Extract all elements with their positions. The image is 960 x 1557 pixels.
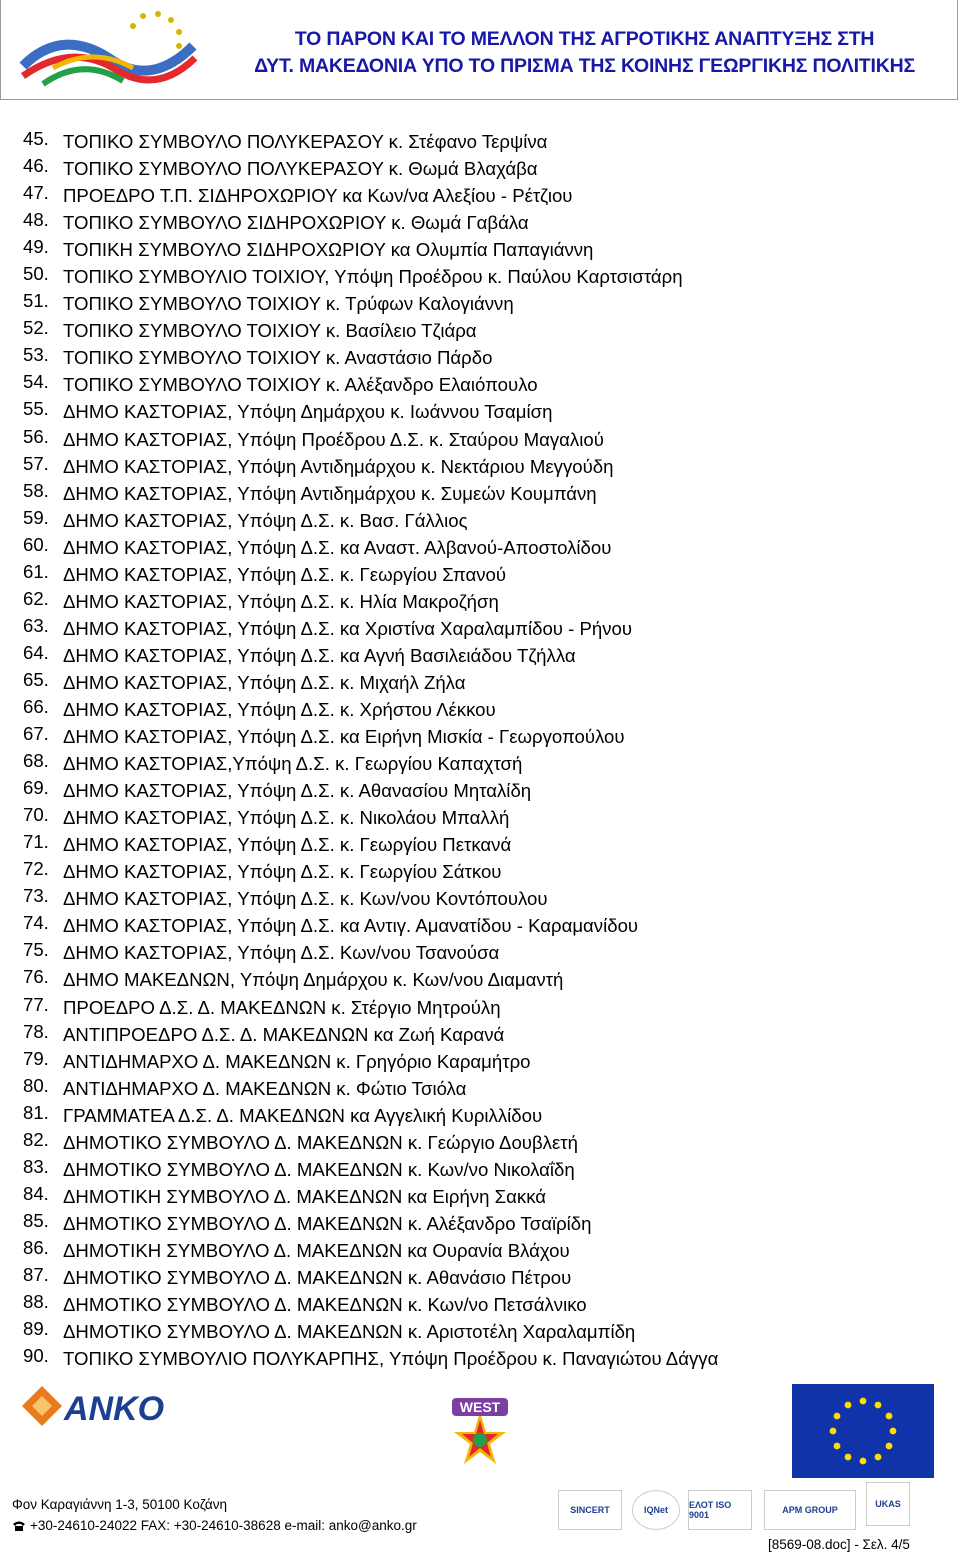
item-text: ΔΗΜΟ ΚΑΣΤΟΡΙΑΣ, Υπόψη Δ.Σ. κ. Χρήστου Λέκκου [63, 698, 496, 720]
item-text: ΠΡΟΕΔΡΟ Δ.Σ. Δ. ΜΑΚΕΔΝΩΝ κ. Στέργιο Μητρούλη [63, 996, 501, 1018]
item-number: 49. [23, 236, 49, 258]
item-text: ΔΗΜΟ ΚΑΣΤΟΡΙΑΣ, Υπόψη Δ.Σ. κ. Ηλία Μακροζήση [63, 590, 499, 612]
list-item [0, 1237, 960, 1264]
list-item [0, 561, 960, 588]
item-text: ΔΗΜΟ ΚΑΣΤΟΡΙΑΣ, Υπόψη Δ.Σ. κ. Αθανασίου Μηταλίδη [63, 780, 532, 802]
item-number: 85. [23, 1209, 49, 1231]
item-text: ΔΗΜΟΤΙΚΟ ΣΥΜΒΟΥΛΟ Δ. ΜΑΚΕΔΝΩΝ κ. Κων/νο Πετσάλνικο [63, 1294, 587, 1316]
eu-star-icon [886, 1413, 893, 1420]
item-text: ΤΟΠΙΚΟ ΣΥΜΒΟΥΛΟ ΠΟΛΥΚΕΡΑΣΟΥ κ. Θωμά Βλαχάβα [63, 158, 538, 180]
list-item [0, 966, 960, 993]
document-title [254, 26, 915, 80]
eu-star-icon [834, 1443, 841, 1450]
item-number: 76. [23, 966, 49, 988]
list-item [0, 669, 960, 696]
item-text: ΤΟΠΙΚΟ ΣΥΜΒΟΥΛΙΟ ΤΟΙΧΙΟΥ, Υπόψη Προέδρου κ. Παύλου Καρτσιστάρη [63, 266, 683, 288]
eu-star-icon [845, 1454, 852, 1461]
eu-star-icon [886, 1443, 893, 1450]
item-number: 88. [23, 1291, 49, 1313]
phone-icon [12, 1520, 26, 1532]
item-text: ΔΗΜΟ ΚΑΣΤΟΡΙΑΣ, Υπόψη Δημάρχου κ. Ιωάννου Τσαμίση [63, 401, 553, 423]
list-item [0, 642, 960, 669]
list-item [0, 994, 960, 1021]
item-text: ΔΗΜΟΤΙΚΟ ΣΥΜΒΟΥΛΟ Δ. ΜΑΚΕΔΝΩΝ κ. Αριστοτέλη Χαραλαμπίδη [63, 1321, 636, 1343]
iqnet-label: IQNet [643, 1505, 668, 1515]
item-text: ΔΗΜΟ ΚΑΣΤΟΡΙΑΣ, Υπόψη Δ.Σ. κ. Βασ. Γάλλιος [63, 509, 468, 531]
ukas-label: UKAS [875, 1499, 901, 1509]
item-text: ΔΗΜΟ ΚΑΣΤΟΡΙΑΣ, Υπόψη Προέδρου Δ.Σ. κ. Σταύρου Μαγαλιού [63, 428, 604, 450]
item-text: ΔΗΜΟ ΚΑΣΤΟΡΙΑΣ, Υπόψη Δ.Σ. κ. Κων/νου Κοντόπουλου [63, 888, 548, 910]
item-number: 86. [23, 1236, 49, 1258]
item-number: 73. [23, 885, 49, 907]
item-number: 67. [23, 723, 49, 745]
item-number: 71. [23, 831, 49, 853]
item-number: 55. [23, 398, 49, 420]
item-number: 84. [23, 1182, 49, 1204]
item-number: 74. [23, 912, 49, 934]
eu-star-icon [860, 1458, 867, 1465]
eu-flag-icon [792, 1384, 934, 1478]
list-item [0, 588, 960, 615]
eu-star-icon [890, 1428, 897, 1435]
list-item [0, 1264, 960, 1291]
item-number: 90. [23, 1345, 49, 1367]
item-text: ΔΗΜΟ ΚΑΣΤΟΡΙΑΣ, Υπόψη Δ.Σ. κα Αντιγ. Αμανατίδου - Καραμανίδου [63, 915, 639, 937]
eu-star-icon [845, 1402, 852, 1409]
footer-contacts [12, 1518, 417, 1533]
list-item [0, 155, 960, 182]
item-text: ΔΗΜΟΤΙΚΗ ΣΥΜΒΟΥΛΟ Δ. ΜΑΚΕΔΝΩΝ κα Ουρανία Βλάχου [63, 1239, 570, 1261]
list-item [0, 858, 960, 885]
item-number: 58. [23, 479, 49, 501]
list-item [0, 939, 960, 966]
list-item [0, 128, 960, 155]
document-header [0, 0, 958, 100]
recipient-list [0, 128, 960, 1372]
list-item [0, 209, 960, 236]
item-number: 69. [23, 777, 49, 799]
item-number: 66. [23, 695, 49, 717]
item-number: 78. [23, 1020, 49, 1042]
item-text: ΔΗΜΟ ΚΑΣΤΟΡΙΑΣ, Υπόψη Δ.Σ. κ. Νικολάου Μπαλλή [63, 807, 510, 829]
item-text: ΤΟΠΙΚΟ ΣΥΜΒΟΥΛΟ ΣΙΔΗΡΟΧΩΡΙΟΥ κ. Θωμά Γαβάλα [63, 212, 529, 234]
anko-logo-text: ANKO [64, 1390, 165, 1428]
list-item [0, 885, 960, 912]
item-text: ΠΡΟΕΔΡΟ Τ.Π. ΣΙΔΗΡΟΧΩΡΙΟΥ κα Κων/να Αλεξίου - Ρέτζιου [63, 185, 573, 207]
item-text: ΔΗΜΟ ΜΑΚΕΔΝΩΝ, Υπόψη Δημάρχου κ. Κων/νου Διαμαντή [63, 969, 564, 991]
item-text: ΓΡΑΜΜΑΤΕΑ Δ.Σ. Δ. ΜΑΚΕΔΝΩΝ κα Αγγελική Κυριλλίδου [63, 1104, 543, 1126]
item-number: 48. [23, 209, 49, 231]
item-number: 61. [23, 560, 49, 582]
item-number: 47. [23, 182, 49, 204]
list-item [0, 480, 960, 507]
item-text: ΔΗΜΟ ΚΑΣΤΟΡΙΑΣ, Υπόψη Δ.Σ. κα Ειρήνη Μισκία - Γεωργοπούλου [63, 726, 625, 748]
item-text: ΔΗΜΟ ΚΑΣΤΟΡΙΑΣ, Υπόψη Δ.Σ. κα Χριστίνα Χαραλαμπίδου - Ρήνου [63, 617, 633, 639]
list-item [0, 371, 960, 398]
list-item [0, 1318, 960, 1345]
list-item [0, 1156, 960, 1183]
west-logo [438, 1392, 522, 1472]
item-number: 53. [23, 344, 49, 366]
item-number: 46. [23, 155, 49, 177]
list-item [0, 263, 960, 290]
item-number: 63. [23, 614, 49, 636]
item-number: 56. [23, 425, 49, 447]
item-number: 54. [23, 371, 49, 393]
item-number: 81. [23, 1101, 49, 1123]
item-text: ΔΗΜΟ ΚΑΣΤΟΡΙΑΣ,Υπόψη Δ.Σ. κ. Γεωργίου Καπαχτσή [63, 753, 523, 775]
item-number: 72. [23, 858, 49, 880]
eu-star-icon [860, 1398, 867, 1405]
list-item [0, 534, 960, 561]
list-item [0, 453, 960, 480]
item-text: ΤΟΠΙΚΗ ΣΥΜΒΟΥΛΟ ΣΙΔΗΡΟΧΩΡΙΟΥ κα Ολυμπία Παπαγιάννη [63, 239, 594, 261]
item-text: ΔΗΜΟΤΙΚΟ ΣΥΜΒΟΥΛΟ Δ. ΜΑΚΕΔΝΩΝ κ. Αθανάσιο Πέτρου [63, 1266, 572, 1288]
list-item [0, 1129, 960, 1156]
item-text: ΑΝΤΙΔΗΜΑΡΧΟ Δ. ΜΑΚΕΔΝΩΝ κ. Φώτιο Τσιόλα [63, 1077, 467, 1099]
item-text: ΤΟΠΙΚΟ ΣΥΜΒΟΥΛΟ ΠΟΛΥΚΕΡΑΣΟΥ κ. Στέφανο Τερψίνα [63, 131, 548, 152]
list-item [0, 236, 960, 263]
item-number: 57. [23, 452, 49, 474]
item-number: 80. [23, 1074, 49, 1096]
item-text: ΔΗΜΟ ΚΑΣΤΟΡΙΑΣ, Υπόψη Δ.Σ. Κων/νου Τσανούσα [63, 942, 500, 964]
sincert-label: SINCERT [570, 1505, 610, 1515]
title-line-2: ΔΥΤ. ΜΑΚΕΔΟΝΙΑ ΥΠΟ ΤΟ ΠΡΙΣΜΑ ΤΗΣ ΚΟΙΝΗΣ ΓΕΩΡΓΙΚΗΣ ΠΟΛΙΤΙΚΗΣ [254, 55, 915, 77]
list-item [0, 831, 960, 858]
apm-label: APM GROUP [782, 1505, 838, 1515]
item-number: 77. [23, 993, 49, 1015]
list-item [0, 723, 960, 750]
star-ribbon-logo-icon [13, 6, 203, 94]
item-text: ΔΗΜΟ ΚΑΣΤΟΡΙΑΣ, Υπόψη Δ.Σ. κ. Γεωργίου Σάτκου [63, 861, 502, 883]
anko-logo [22, 1384, 202, 1428]
item-number: 45. [23, 128, 49, 149]
item-text: ΤΟΠΙΚΟ ΣΥΜΒΟΥΛΟ ΤΟΙΧΙΟΥ κ. Τρύφων Καλογιάννη [63, 293, 514, 315]
item-number: 60. [23, 533, 49, 555]
item-number: 68. [23, 750, 49, 772]
list-item [0, 1183, 960, 1210]
list-item [0, 1048, 960, 1075]
certification-logos [558, 1490, 948, 1534]
west-logo-text: WEST [459, 1399, 501, 1415]
item-number: 82. [23, 1128, 49, 1150]
item-text: ΔΗΜΟ ΚΑΣΤΟΡΙΑΣ, Υπόψη Δ.Σ. κ. Μιχαήλ Ζήλα [63, 671, 466, 693]
list-item [0, 1102, 960, 1129]
ukas-logo [866, 1482, 910, 1526]
item-text: ΔΗΜΟ ΚΑΣΤΟΡΙΑΣ, Υπόψη Αντιδημάρχου κ. Συμεών Κουμπάνη [63, 482, 597, 504]
item-number: 89. [23, 1318, 49, 1340]
item-text: ΑΝΤΙΠΡΟΕΔΡΟ Δ.Σ. Δ. ΜΑΚΕΔΝΩΝ κα Ζωή Καρανά [63, 1023, 505, 1045]
list-item [0, 804, 960, 831]
list-item [0, 344, 960, 371]
eu-star-icon [875, 1454, 882, 1461]
list-item [0, 426, 960, 453]
list-item [0, 615, 960, 642]
sincert-logo [558, 1490, 622, 1530]
list-item [0, 1021, 960, 1048]
eu-star-icon [834, 1413, 841, 1420]
item-text: ΔΗΜΟ ΚΑΣΤΟΡΙΑΣ, Υπόψη Δ.Σ. κ. Γεωργίου Πετκανά [63, 834, 512, 856]
item-number: 51. [23, 290, 49, 312]
list-item [0, 1345, 960, 1372]
item-text: ΔΗΜΟ ΚΑΣΤΟΡΙΑΣ, Υπόψη Δ.Σ. κα Αγνή Βασιλειάδου Τζήλλα [63, 644, 576, 666]
iqnet-logo [632, 1490, 680, 1530]
item-number: 87. [23, 1263, 49, 1285]
list-item [0, 507, 960, 534]
item-number: 65. [23, 668, 49, 690]
item-text: ΔΗΜΟΤΙΚΟ ΣΥΜΒΟΥΛΟ Δ. ΜΑΚΕΔΝΩΝ κ. Γεώργιο Δουβλετή [63, 1131, 578, 1153]
list-item [0, 1075, 960, 1102]
item-number: 52. [23, 317, 49, 339]
eu-star-icon [875, 1402, 882, 1409]
list-item [0, 777, 960, 804]
page-reference: [8569-08.doc] - Σελ. 4/5 [768, 1537, 910, 1552]
item-text: ΤΟΠΙΚΟ ΣΥΜΒΟΥΛΙΟ ΠΟΛΥΚΑΡΠΗΣ, Υπόψη Προέδρου κ. Παναγιώτου Δάγγα [63, 1348, 719, 1370]
list-item [0, 1210, 960, 1237]
item-number: 79. [23, 1047, 49, 1069]
title-line-1: ΤΟ ΠΑΡΟΝ ΚΑΙ ΤΟ ΜΕΛΛΟΝ ΤΗΣ ΑΓΡΟΤΙΚΗΣ ΑΝΑΠΤΥΞΗΣ ΣΤΗ [294, 28, 875, 50]
item-number: 83. [23, 1155, 49, 1177]
footer-address: Φον Καραγιάννη 1-3, 50100 Κοζάνη [12, 1497, 227, 1512]
item-text: ΤΟΠΙΚΟ ΣΥΜΒΟΥΛΟ ΤΟΙΧΙΟΥ κ. Αλέξανδρο Ελαιόπουλο [63, 374, 538, 396]
item-text: ΔΗΜΟΤΙΚΗ ΣΥΜΒΟΥΛΟ Δ. ΜΑΚΕΔΝΩΝ κα Ειρήνη Σακκά [63, 1185, 547, 1207]
item-text: ΑΝΤΙΔΗΜΑΡΧΟ Δ. ΜΑΚΕΔΝΩΝ κ. Γρηγόριο Καραμήτρο [63, 1050, 531, 1072]
item-number: 62. [23, 587, 49, 609]
list-item [0, 750, 960, 777]
item-text: ΔΗΜΟ ΚΑΣΤΟΡΙΑΣ, Υπόψη Δ.Σ. κα Αναστ. Αλβανού-Αποστολίδου [63, 536, 612, 558]
elot-iso-logo [688, 1490, 752, 1530]
item-text: ΤΟΠΙΚΟ ΣΥΜΒΟΥΛΟ ΤΟΙΧΙΟΥ κ. Βασίλειο Τζιάρα [63, 320, 477, 342]
contacts-text: +30-24610-24022 FAX: +30-24610-38628 e-mail: anko@anko.gr [30, 1518, 417, 1533]
list-item [0, 290, 960, 317]
item-text: ΔΗΜΟΤΙΚΟ ΣΥΜΒΟΥΛΟ Δ. ΜΑΚΕΔΝΩΝ κ. Κων/νο Νικολαΐδη [63, 1158, 575, 1180]
list-item [0, 696, 960, 723]
item-text: ΔΗΜΟ ΚΑΣΤΟΡΙΑΣ, Υπόψη Αντιδημάρχου κ. Νεκτάριου Μεγγούδη [63, 455, 614, 477]
list-item [0, 182, 960, 209]
item-number: 64. [23, 641, 49, 663]
list-item [0, 1291, 960, 1318]
item-text: ΔΗΜΟΤΙΚΟ ΣΥΜΒΟΥΛΟ Δ. ΜΑΚΕΔΝΩΝ κ. Αλέξανδρο Τσαϊρίδη [63, 1212, 592, 1234]
item-text: ΔΗΜΟ ΚΑΣΤΟΡΙΑΣ, Υπόψη Δ.Σ. κ. Γεωργίου Σπανού [63, 563, 507, 585]
item-number: 59. [23, 506, 49, 528]
list-item [0, 317, 960, 344]
elot-label: ΕΛΟΤ ISO 9001 [689, 1500, 732, 1520]
item-number: 75. [23, 939, 49, 961]
item-text: ΤΟΠΙΚΟ ΣΥΜΒΟΥΛΟ ΤΟΙΧΙΟΥ κ. Αναστάσιο Πάρδο [63, 347, 493, 369]
eu-star-icon [830, 1428, 837, 1435]
item-number: 70. [23, 804, 49, 826]
item-number: 50. [23, 263, 49, 285]
apm-group-logo [764, 1490, 856, 1530]
list-item [0, 398, 960, 425]
list-item [0, 912, 960, 939]
